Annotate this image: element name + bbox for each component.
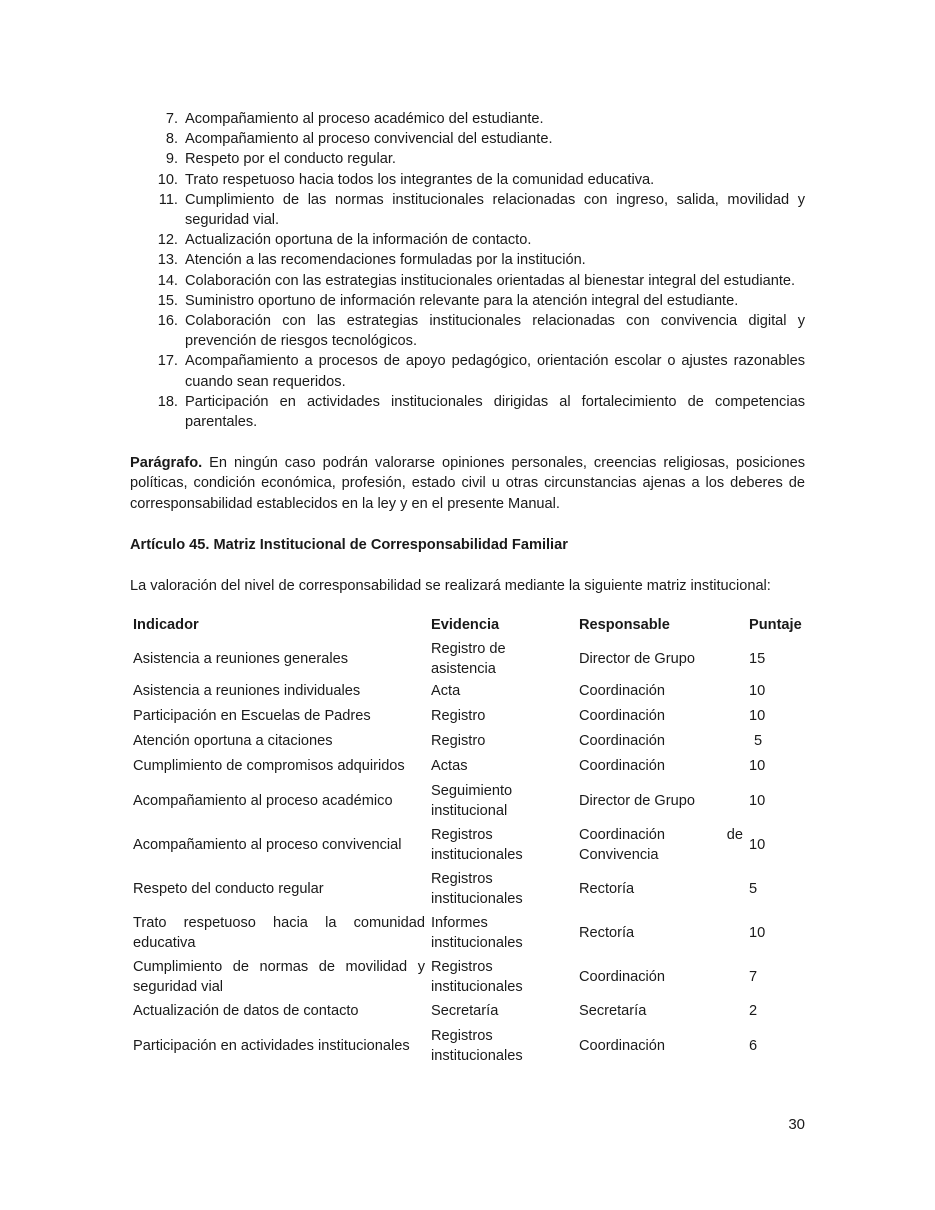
table-row [130, 823, 805, 867]
paragrafo-label: Parágrafo. [130, 455, 203, 472]
list-item-number: 8. [165, 131, 178, 148]
list-item-text: Suministro oportuno de información relevante para la atención integral del estudiante. [185, 292, 739, 309]
list-item [130, 311, 805, 351]
cell-puntaje: 7 [749, 968, 758, 985]
table-row [130, 999, 805, 1024]
responsibilities-list [130, 109, 805, 432]
list-item-number: 10. [157, 171, 178, 188]
header-puntaje: Puntaje [749, 616, 802, 633]
cell-evidencia: Registro de asistencia [431, 640, 506, 677]
cell-responsable: Secretaría [579, 1003, 647, 1020]
cell-evidencia: Registros institucionales [431, 1027, 523, 1064]
cell-indicador: Respeto del conducto regular [133, 880, 324, 897]
cell-evidencia: Registros institucionales [431, 958, 523, 995]
cell-responsable: Coordinación [579, 708, 665, 725]
list-item [130, 190, 805, 230]
list-item [130, 109, 805, 129]
table-row [130, 639, 805, 679]
list-item-number: 15. [157, 292, 178, 309]
header-responsable: Responsable [579, 616, 670, 633]
list-item-number: 12. [157, 232, 178, 249]
cell-evidencia: Secretaría [431, 1003, 499, 1020]
list-item-text: Actualización oportuna de la información de contacto. [185, 232, 532, 249]
page-number: 30 [788, 1116, 805, 1133]
cell-puntaje: 10 [749, 924, 766, 941]
header-indicador: Indicador [133, 616, 199, 633]
table-row [130, 1024, 805, 1068]
cell-indicador: Participación en Escuelas de Padres [133, 708, 371, 725]
list-item [130, 230, 805, 250]
list-item-text: Atención a las recomendaciones formuladas por la institución. [185, 252, 586, 269]
list-item-number: 9. [165, 151, 178, 168]
list-item [130, 291, 805, 311]
article-heading: Artículo 45. Matriz Institucional de Corresponsabilidad Familiar [130, 536, 568, 553]
cell-indicador: Atención oportuna a citaciones [133, 733, 333, 750]
list-item-number: 13. [157, 252, 178, 269]
cell-indicador: Acompañamiento al proceso académico [133, 792, 393, 809]
corresponsibility-matrix [130, 612, 805, 1068]
list-item [130, 392, 805, 432]
list-item-number: 16. [157, 313, 178, 330]
cell-indicador: Cumplimiento de normas de movilidad y seguridad vial [133, 958, 425, 995]
table-row [130, 754, 805, 779]
cell-puntaje: 2 [749, 1003, 758, 1020]
cell-responsable: Rectoría [579, 880, 635, 897]
list-item [130, 271, 805, 291]
table-row [130, 729, 805, 754]
cell-indicador: Asistencia a reuniones individuales [133, 683, 361, 700]
table-row [130, 911, 805, 955]
cell-indicador: Trato respetuoso hacia la comunidad educativa [133, 914, 425, 951]
list-item [130, 129, 805, 149]
list-item-number: 18. [157, 393, 178, 410]
cell-indicador: Actualización de datos de contacto [133, 1003, 359, 1020]
page-content [130, 109, 805, 1068]
cell-puntaje: 10 [749, 836, 766, 853]
list-item-text: Acompañamiento a procesos de apoyo pedagógico, orientación escolar o ajustes razonables cuando sean requeridos. [185, 353, 805, 390]
list-item [130, 250, 805, 270]
list-item-text: Participación en actividades institucionales dirigidas al fortalecimiento de competencias parentales. [185, 393, 805, 431]
table-row [130, 679, 805, 704]
list-item-text: Cumplimiento de las normas institucionales relacionadas con ingreso, salida, movilidad y seguridad vial. [185, 191, 805, 229]
header-evidencia: Evidencia [431, 616, 500, 633]
cell-responsable: Coordinación [579, 968, 665, 985]
cell-puntaje: 15 [749, 650, 766, 667]
list-item-text: Acompañamiento al proceso convivencial del estudiante. [185, 131, 553, 148]
cell-puntaje: 5 [749, 880, 758, 897]
list-item-number: 17. [157, 353, 178, 370]
list-item-text: Respeto por el conducto regular. [185, 151, 396, 168]
table-row [130, 779, 805, 823]
cell-puntaje: 10 [749, 683, 766, 700]
list-item [130, 351, 805, 391]
cell-evidencia: Registro [431, 708, 486, 725]
cell-indicador: Participación en actividades institucionales [133, 1037, 410, 1054]
list-item-text: Colaboración con las estrategias institucionales relacionadas con convivencia digital y prevención de riesgos tecnológicos. [185, 313, 805, 350]
paragrafo-text: En ningún caso podrán valorarse opiniones personales, creencias religiosas, posiciones políticas, condición económica, profesión, estado civil u otras circunstancias ajenas a los deberes de corresponsabilidad establecidos en la ley y en el presente Manual. [130, 455, 805, 512]
list-item-number: 14. [157, 272, 178, 289]
cell-responsable: Coordinación [579, 683, 665, 700]
cell-evidencia: Informes institucionales [431, 914, 523, 951]
cell-responsable: Rectoría [579, 924, 635, 941]
cell-puntaje: 6 [749, 1037, 758, 1054]
cell-indicador: Asistencia a reuniones generales [133, 650, 348, 667]
cell-puntaje: 5 [754, 733, 763, 750]
cell-responsable: Coordinación de Convivencia [579, 826, 743, 863]
intro-text: La valoración del nivel de corresponsabilidad se realizará mediante la siguiente matriz institucional: [130, 577, 771, 594]
list-item-text: Acompañamiento al proceso académico del estudiante. [185, 111, 544, 127]
list-item [130, 170, 805, 190]
list-item-number: 11. [158, 191, 178, 208]
cell-indicador: Acompañamiento al proceso convivencial [133, 836, 402, 853]
cell-evidencia: Registro [431, 733, 486, 750]
list-item [130, 149, 805, 169]
cell-evidencia: Actas [431, 758, 468, 775]
cell-indicador: Cumplimiento de compromisos adquiridos [133, 758, 405, 775]
table-header-row [130, 612, 805, 639]
cell-puntaje: 10 [749, 792, 766, 809]
list-item-number: 7. [165, 111, 178, 127]
cell-responsable: Coordinación [579, 1037, 665, 1054]
cell-evidencia: Registros institucionales [431, 826, 523, 863]
cell-puntaje: 10 [749, 708, 766, 725]
cell-evidencia: Acta [431, 683, 461, 700]
cell-evidencia: Seguimiento institucional [431, 782, 513, 819]
table-row [130, 867, 805, 911]
cell-responsable: Coordinación [579, 733, 665, 750]
table-row [130, 704, 805, 729]
paragrafo [130, 453, 805, 514]
list-item-text: Colaboración con las estrategias institucionales orientadas al bienestar integral del estudiante. [185, 272, 796, 289]
cell-responsable: Director de Grupo [579, 650, 695, 667]
cell-evidencia: Registros institucionales [431, 870, 523, 907]
cell-responsable: Coordinación [579, 758, 665, 775]
cell-puntaje: 10 [749, 758, 766, 775]
table-row [130, 955, 805, 999]
cell-responsable: Director de Grupo [579, 792, 695, 809]
list-item-text: Trato respetuoso hacia todos los integrantes de la comunidad educativa. [185, 171, 655, 188]
